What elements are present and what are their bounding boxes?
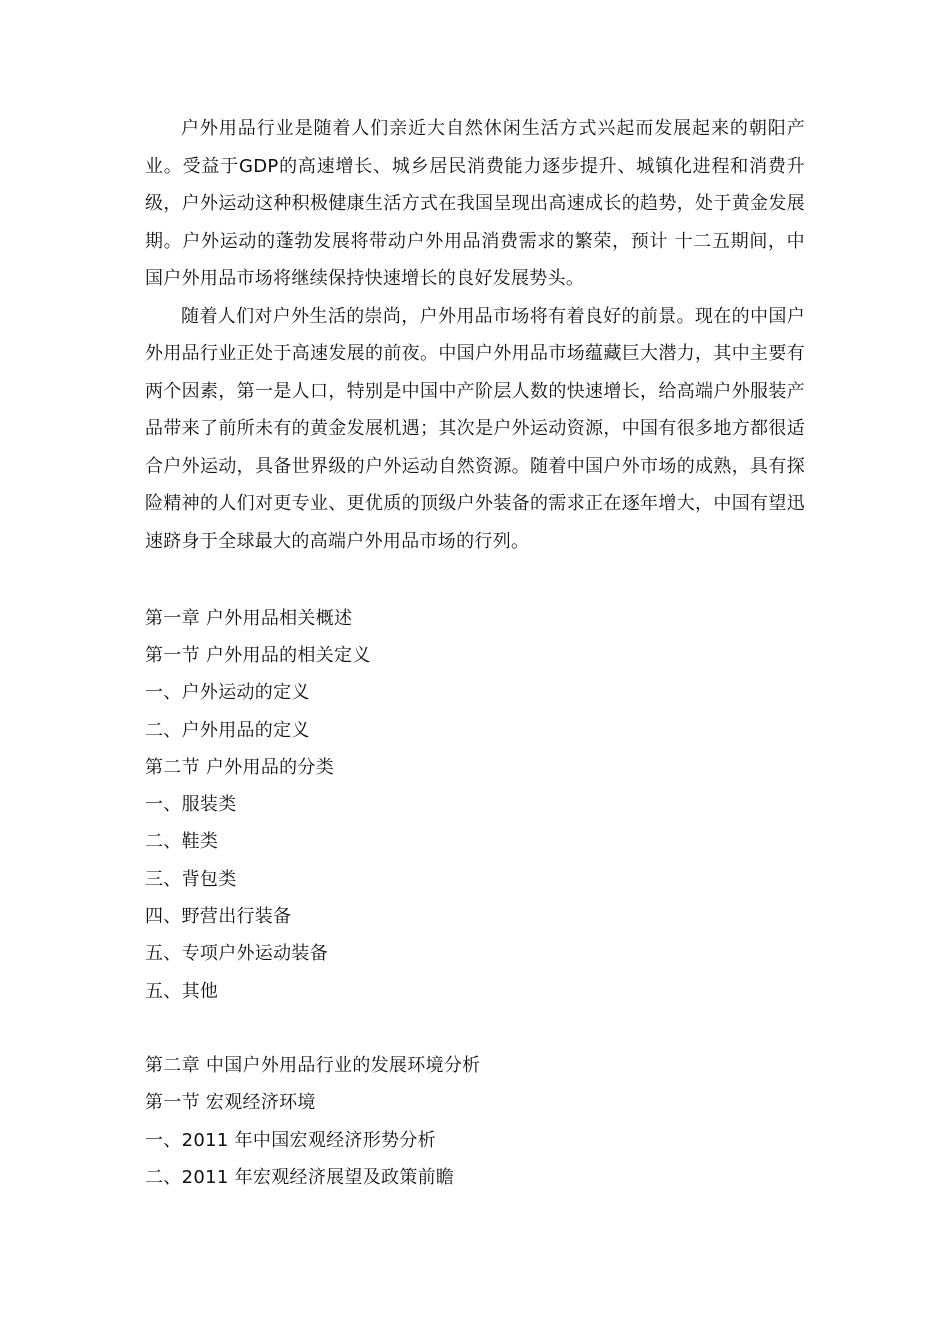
toc-item: 二、2011 年宏观经济展望及政策前瞻 <box>145 1167 455 1188</box>
chapter-1-section-1-title: 第一节 户外用品的相关定义 <box>145 645 371 666</box>
chapter-2-title: 第二章 中国户外用品行业的发展环境分析 <box>145 1055 481 1076</box>
toc-item: 二、鞋类 <box>145 831 219 852</box>
toc-item: 五、专项户外运动装备 <box>145 943 328 964</box>
toc-item: 一、2011 年中国宏观经济形势分析 <box>145 1130 436 1151</box>
chapter-2-section-1-title: 第一节 宏观经济环境 <box>145 1092 316 1113</box>
toc-item: 一、户外运动的定义 <box>145 682 310 703</box>
intro-paragraph-2: 随着人们对户外生活的崇尚，户外用品市场将有着良好的前景。现在的中国户外用品行业正处于高速发展的前夜。中国户外用品市场蕴藏巨大潜力，其中主要有两个因素，第一是人口，特别是中国中产阶层人数的快速增长，给高端户外服装产品带来了前所未有的黄金发展机遇；其次是户外运动资源，中国有很多地方都很适合户外运动，具备世界级的户外运动自然资源。随着中国户外市场的成熟，具有探险精神的人们对更专业、更优质的顶级户外装备的需求正在逐年增大，中国有望迅速跻身于全球最大的高端户外用品市场的行列。 <box>145 305 805 552</box>
toc-item: 三、背包类 <box>145 869 237 890</box>
intro-section <box>145 110 805 560</box>
toc-item: 二、户外用品的定义 <box>145 720 310 741</box>
chapter-1-section-2-title: 第二节 户外用品的分类 <box>145 757 335 778</box>
toc-item: 一、服装类 <box>145 794 237 815</box>
toc-item: 四、野营出行装备 <box>145 906 292 927</box>
chapter-1-title: 第一章 户外用品相关概述 <box>145 608 353 629</box>
intro-paragraph-1: 户外用品行业是随着人们亲近大自然休闲生活方式兴起而发展起来的朝阳产业。受益于GDP的高速增长、城乡居民消费能力逐步提升、城镇化进程和消费升级，户外运动这种积极健康生活方式在我国呈现出高速成长的趋势，处于黄金发展期。户外运动的蓬勃发展将带动户外用品消费需求的繁荣，预计 十二五期间，中国户外用品市场将继续保持快速增长的良好发展势头。 <box>145 118 805 289</box>
toc-item: 五、其他 <box>145 981 219 1002</box>
